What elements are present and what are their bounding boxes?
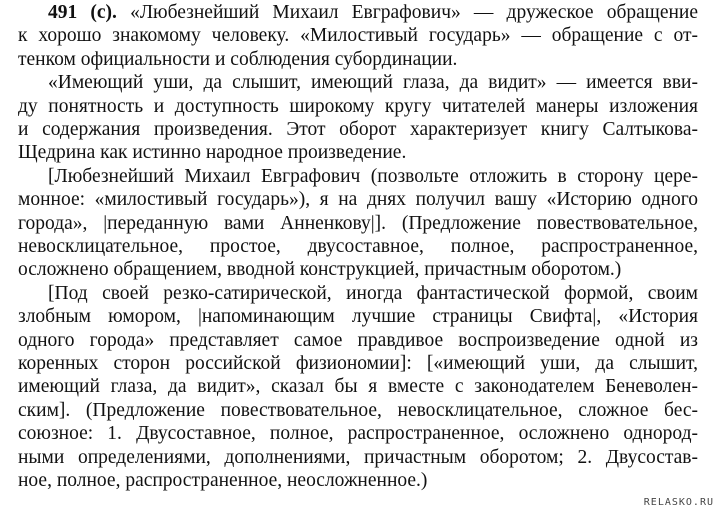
text-line: [Под своей резко-сатирической, иногда фантастической формой, своим: [48, 282, 698, 304]
text-line: к хорошо знакомому человеку. «Милостивый государь» — обращение с от-: [18, 25, 698, 47]
text-line: злобным юмором, |напоминающим лучшие страницы Свифта|, «История: [18, 306, 698, 328]
text-line: Щедрина как истинно народное произведение.: [18, 142, 407, 164]
text-line: города», |переданную вами Анненкову|]. (Предложение повествовательное,: [18, 212, 698, 234]
text-line: ским]. (Предложение повествовательное, невосклицательное, сложное бес-: [18, 399, 698, 421]
text-line: [Любезнейший Михаил Евграфович (позвольте отложить в сторону цере-: [48, 165, 698, 187]
text-line: ными определениями, дополнениями, причастным оборотом; 2. Двусостав-: [18, 446, 698, 468]
text-line: осложнено обращением, вводной конструкцией, причастным оборотом.): [18, 259, 622, 281]
text-line: монное: «милостивый государь»), я на днях получил вашу «Историю одного: [18, 189, 698, 211]
text-line: тенком официальности и соблюдения субординации.: [18, 48, 458, 70]
watermark: RELASKO.RU: [643, 497, 714, 508]
exercise-number: 491 (с).: [48, 2, 117, 23]
text-line: «Имеющий уши, да слышит, имеющий глаза, да видит» — имеется вви-: [48, 72, 698, 94]
text-line: союзное: 1. Двусоставное, полное, распространенное, осложнено однород-: [18, 423, 698, 445]
text-line: одного города» представляет самое правдивое воспроизведение одной из: [18, 329, 698, 351]
text-line: коренных сторон российской физиономии]: [«имеющий уши, да слышит,: [18, 353, 698, 374]
text-line: имеющий глаза, да видит», сказал бы я вместе с законодателем Беневолен-: [18, 376, 698, 398]
text-line: невосклицательное, простое, двусоставное, полное, распространенное,: [18, 236, 698, 257]
text-line: и содержания произведения. Этот оборот характеризует книгу Салтыкова-: [18, 119, 698, 140]
text-line: ное, полное, распространенное, неосложненное.): [18, 470, 428, 491]
text-line: ду понятность и доступность широкому кругу читателей манеры изложения: [18, 95, 698, 117]
text-line: 491 (с). «Любезнейший Михаил Евграфович» — дружеское обращение: [48, 2, 698, 23]
